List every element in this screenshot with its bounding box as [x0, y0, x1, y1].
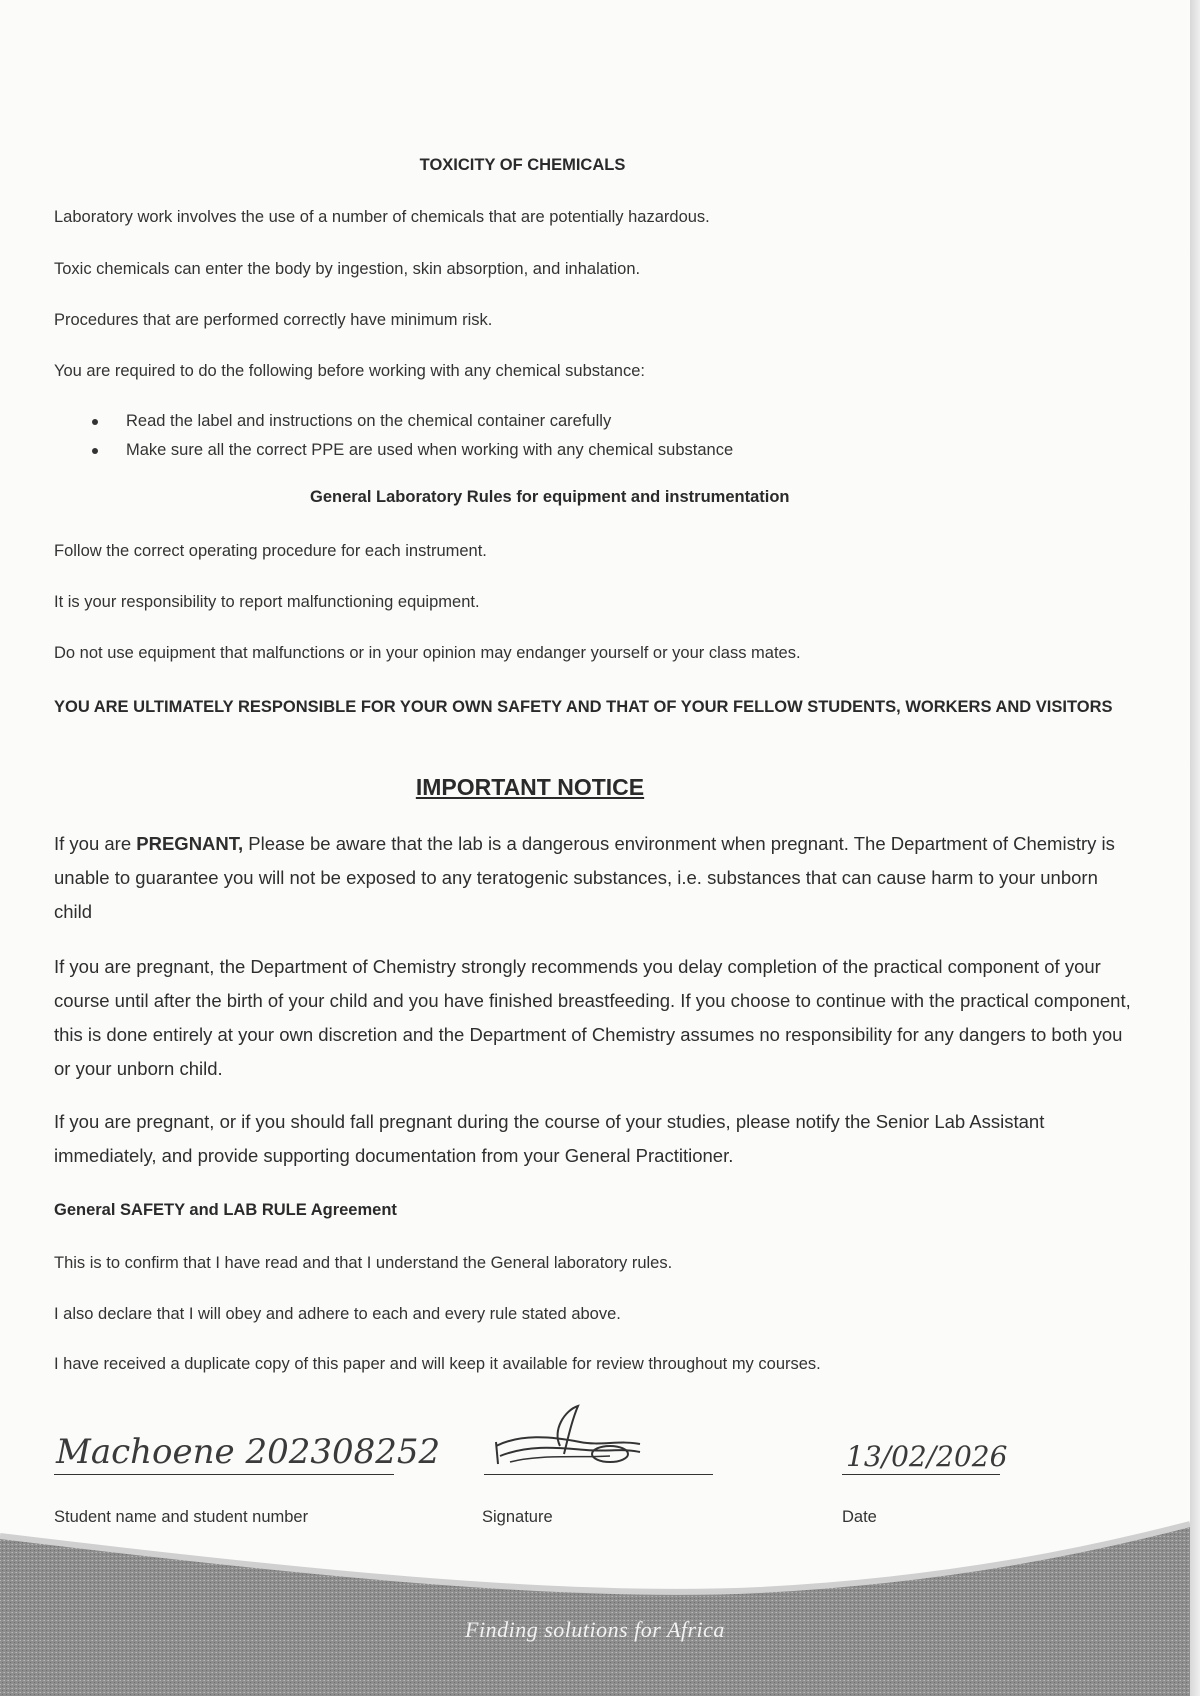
student-name-handwritten: Machoene 202308252 [56, 1432, 441, 1472]
section-title-general-rules: General Laboratory Rules for equipment and instrumentation [310, 488, 790, 506]
agreement-line: This is to confirm that I have read and that I understand the General laboratory rules. [54, 1254, 673, 1272]
agreement-line: I have received a duplicate copy of this paper and will keep it available for review throughout my courses. [54, 1355, 821, 1373]
paragraph-line: Follow the correct operating procedure for each instrument. [54, 542, 487, 560]
page-edge [1190, 0, 1200, 1696]
date-line [842, 1474, 1000, 1475]
signature-label: Signature [482, 1508, 553, 1526]
agreement-title: General SAFETY and LAB RULE Agreement [54, 1201, 397, 1219]
paragraph-line: Toxic chemicals can enter the body by ingestion, skin absorption, and inhalation. [54, 260, 641, 278]
notice-emphasis: PREGNANT, [136, 833, 244, 854]
paragraph-line: Do not use equipment that malfunctions or in your opinion may endanger yourself or your class mates. [54, 644, 801, 662]
notice-paragraph-2: If you are pregnant, the Department of Chemistry strongly recommends you delay completion of the practical component of your course until after the birth of your child and you have finished breastfeeding. If you choose to continue with the practical component, this is done entirely at your own discretion and the Department of Chemistry assumes no responsibility for any dangers to both you or your unborn child. [54, 956, 1131, 1079]
paragraph-line: It is your responsibility to report malfunctioning equipment. [54, 593, 480, 611]
responsibility-warning: YOU ARE ULTIMATELY RESPONSIBLE FOR YOUR OWN SAFETY AND THAT OF YOUR FELLOW STUDENTS, WORKERS AND VISITORS [54, 698, 1113, 716]
bullet-item [92, 412, 733, 441]
date-handwritten: 13/02/2026 [846, 1440, 1008, 1473]
agreement-line: I also declare that I will obey and adhere to each and every rule stated above. [54, 1305, 621, 1323]
bullet-text: Make sure all the correct PPE are used when working with any chemical substance [126, 441, 734, 459]
notice-paragraph-1 [54, 827, 1134, 929]
name-signature-line [54, 1474, 394, 1475]
paragraph-line: You are required to do the following before working with any chemical substance: [54, 362, 645, 380]
notice-text: If you are [54, 833, 137, 854]
bullet-text: Read the label and instructions on the chemical container carefully [126, 412, 612, 430]
footer-slogan: Finding solutions for Africa [465, 1617, 725, 1642]
bullet-item [92, 441, 733, 470]
student-name-label: Student name and student number [54, 1508, 309, 1526]
paragraph-line: Laboratory work involves the use of a number of chemicals that are potentially hazardous. [54, 208, 710, 226]
notice-text: Please be aware that the lab is a dangerous environment when pregnant. The Department of Chemistry is unable to guarantee you will not be exposed to any teratogenic substances, i.e. substances that can cause harm to your unborn child [54, 833, 1115, 922]
signature-line [484, 1474, 713, 1475]
signature-scribble-icon [490, 1398, 720, 1478]
bullet-list [92, 412, 733, 470]
important-notice-title: IMPORTANT NOTICE [415, 774, 645, 800]
bullet-dot-icon [92, 448, 98, 454]
bullet-dot-icon [92, 419, 98, 425]
date-label: Date [842, 1508, 877, 1526]
paragraph-line: Procedures that are performed correctly have minimum risk. [54, 311, 493, 329]
section-title-toxicity: TOXICITY OF CHEMICALS [419, 156, 626, 174]
notice-paragraph-3: If you are pregnant, or if you should fall pregnant during the course of your studies, please notify the Senior Lab Assistant immediately, and provide supporting documentation from your General Practitioner. [54, 1111, 1045, 1166]
footer-wave-band [0, 1520, 1190, 1696]
